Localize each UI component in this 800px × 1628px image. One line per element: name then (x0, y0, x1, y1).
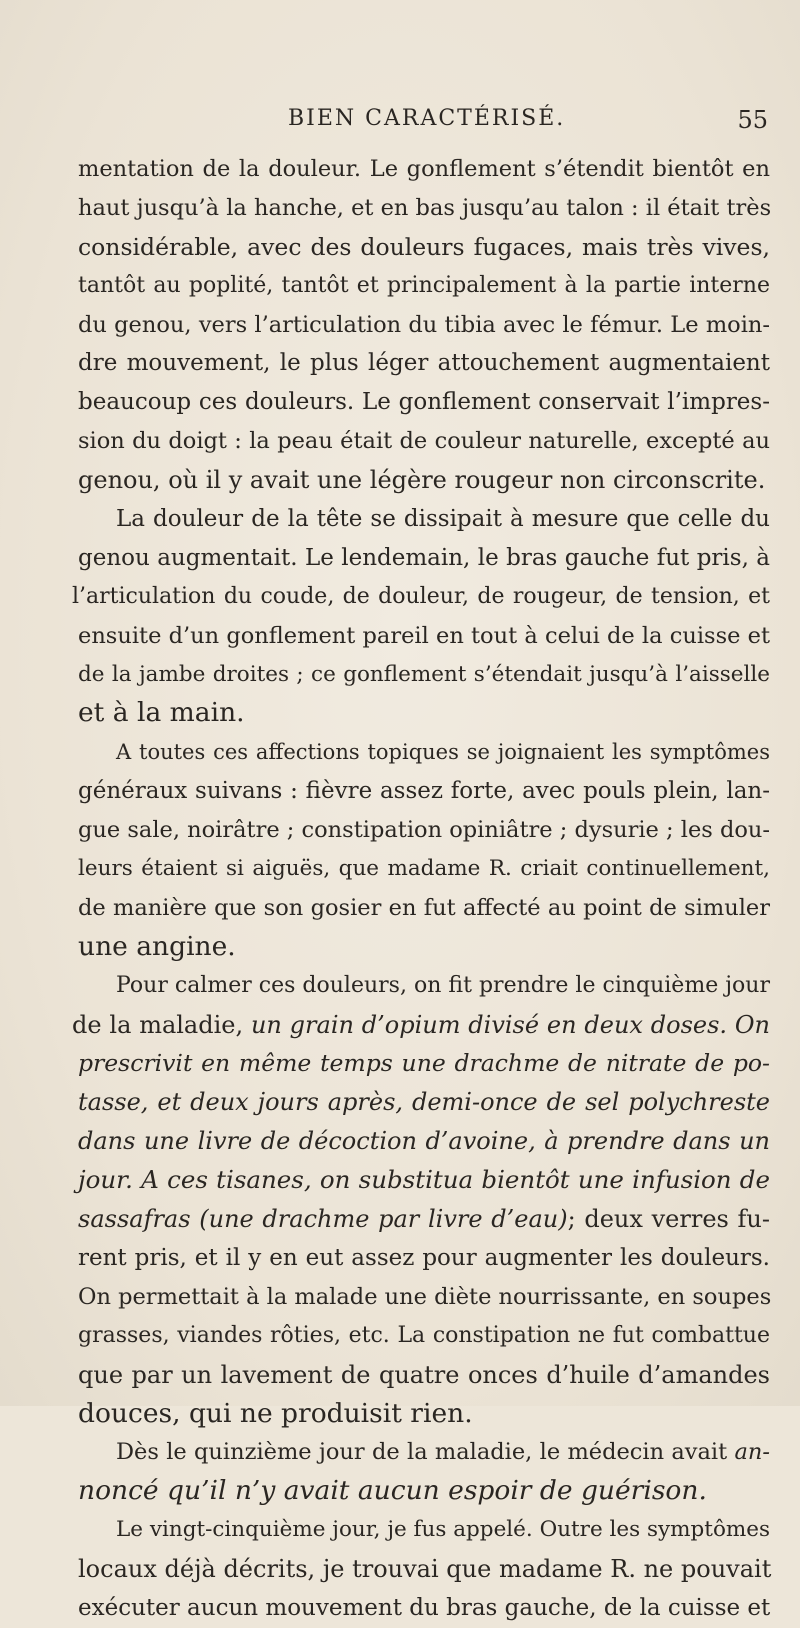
running-head (76, 106, 768, 146)
text-line (78, 1395, 770, 1434)
text-segment: Pour calmer ces douleurs, on fit prendre le cinquième jour (116, 972, 770, 998)
text-line (78, 889, 770, 928)
text-segment: que par un lavement de quatre onces d’huile d’amandes (78, 1360, 770, 1389)
text-line (78, 1472, 770, 1511)
text-segment: une angine. (78, 930, 236, 962)
text-line (78, 383, 770, 422)
text-line (78, 733, 770, 772)
text-segment: ; deux verres fu- (567, 1205, 770, 1234)
text-line (78, 1550, 770, 1589)
text-segment: généraux suivans : fièvre assez forte, avec pouls plein, lan- (78, 778, 770, 805)
text-line (78, 1200, 770, 1239)
text-line (78, 850, 770, 889)
italic-text-segment: jour. A ces tisanes, on substitua bientôt une infusion de (78, 1165, 770, 1195)
text-segment: dre mouvement, le plus léger attouchement augmentaient (78, 350, 770, 377)
italic-text-segment: sassafras (une drachme par livre d’eau) (78, 1205, 568, 1234)
text-line (78, 1589, 770, 1628)
text-segment: Dès le quinzième jour de la maladie, le médecin avait (116, 1439, 735, 1466)
text-line (78, 1317, 770, 1356)
text-line (78, 1356, 770, 1395)
text-segment: grasses, viandes rôties, etc. La constipation ne fut combattue (78, 1322, 770, 1348)
text-line (78, 772, 770, 811)
text-line (78, 1433, 770, 1472)
text-line (78, 1511, 770, 1550)
text-segment: locaux déjà décrits, je trouvai que madame R. ne pouvait (78, 1555, 772, 1584)
text-segment: On permettait à la malade une diète nourrissante, en soupes (78, 1283, 772, 1310)
text-line (78, 1239, 770, 1278)
text-segment: A toutes ces affections topiques se joignaient les symptômes (116, 740, 770, 765)
text-line (78, 344, 770, 383)
text-line (78, 422, 770, 461)
text-segment: ensuite d’un gonflement pareil en tout à celui de la cuisse et (78, 622, 770, 649)
italic-text-segment: tasse, et deux jours après, demi-once de sel polychreste (78, 1088, 770, 1117)
text-segment: et à la main. (78, 697, 245, 729)
italic-text-segment: noncé qu’il n’y avait aucun espoir de guérison. (78, 1475, 707, 1507)
text-line (72, 578, 770, 617)
italic-text-segment: dans une livre de décoction d’avoine, à prendre dans un (78, 1127, 770, 1156)
text-segment: exécuter aucun mouvement du bras gauche, de la cuisse et (78, 1594, 771, 1621)
italic-text-segment: un grain d’opium divisé en deux doses. On (250, 1010, 770, 1039)
text-segment: de la maladie, (72, 1010, 251, 1039)
text-segment: haut jusqu’à la hanche, et en bas jusqu’au talon : il était très (78, 194, 772, 221)
text-segment: La douleur de la tête se dissipait à mesure que celle du (116, 506, 770, 533)
page-number: 55 (737, 106, 768, 134)
italic-text-segment: prescrivit en même temps une drachme de nitrate de po- (78, 1049, 770, 1078)
text-segment: genou augmentait. Le lendemain, le bras gauche fut pris, à (78, 544, 770, 571)
text-segment: rent pris, et il y en eut assez pour augmenter les douleurs. (78, 1244, 770, 1271)
text-segment: l’articulation du coude, de douleur, de rougeur, de tension, et (72, 583, 770, 609)
text-segment: mentation de la douleur. Le gonflement s’étendit bientôt en (78, 156, 770, 182)
text-line (78, 811, 770, 850)
text-line (78, 967, 770, 1006)
text-line (78, 694, 770, 733)
text-segment: genou, où il y avait une légère rougeur non circonscrite. (78, 466, 766, 495)
text-line (72, 1006, 770, 1045)
text-line (78, 928, 770, 967)
text-segment: de la jambe droites ; ce gonflement s’étendait jusqu’à l’aisselle (78, 661, 770, 687)
text-line (78, 189, 770, 228)
text-line (78, 1161, 770, 1200)
text-line (78, 539, 770, 578)
text-segment: beaucoup ces douleurs. Le gonflement conservait l’impres- (78, 389, 770, 416)
text-segment: Le vingt-cinquième jour, je fus appelé. Outre les symptômes (116, 1517, 771, 1543)
text-line (78, 1122, 770, 1161)
text-line (78, 228, 770, 267)
text-segment: sion du doigt : la peau était de couleur naturelle, excepté au (78, 428, 770, 455)
text-line (78, 1083, 770, 1122)
text-segment: leurs étaient si aiguës, que madame R. criait continuellement, (78, 856, 770, 882)
text-line (78, 1278, 770, 1317)
text-segment: considérable, avec des douleurs fugaces, mais très vives, (78, 232, 770, 261)
text-line (78, 617, 770, 656)
text-segment: de manière que son gosier en fut affecté au point de simuler (78, 894, 770, 921)
text-segment: tantôt au poplité, tantôt et principalement à la partie interne (78, 272, 770, 298)
italic-text-segment: an- (734, 1439, 770, 1466)
text-segment: du genou, vers l’articulation du tibia avec le fémur. Le moin- (78, 311, 770, 338)
body-text (72, 150, 772, 1628)
text-line (78, 500, 770, 539)
text-line (78, 267, 770, 306)
text-segment: douces, qui ne produisit rien. (78, 1397, 473, 1429)
text-line (78, 150, 770, 189)
text-segment: gue sale, noirâtre ; constipation opiniâtre ; dysurie ; les dou- (78, 817, 771, 844)
text-line (78, 306, 770, 345)
running-title: BIEN CARACTÉRISÉ. (288, 106, 566, 131)
text-line (78, 461, 770, 500)
text-line (78, 1044, 770, 1083)
text-line (78, 656, 770, 695)
